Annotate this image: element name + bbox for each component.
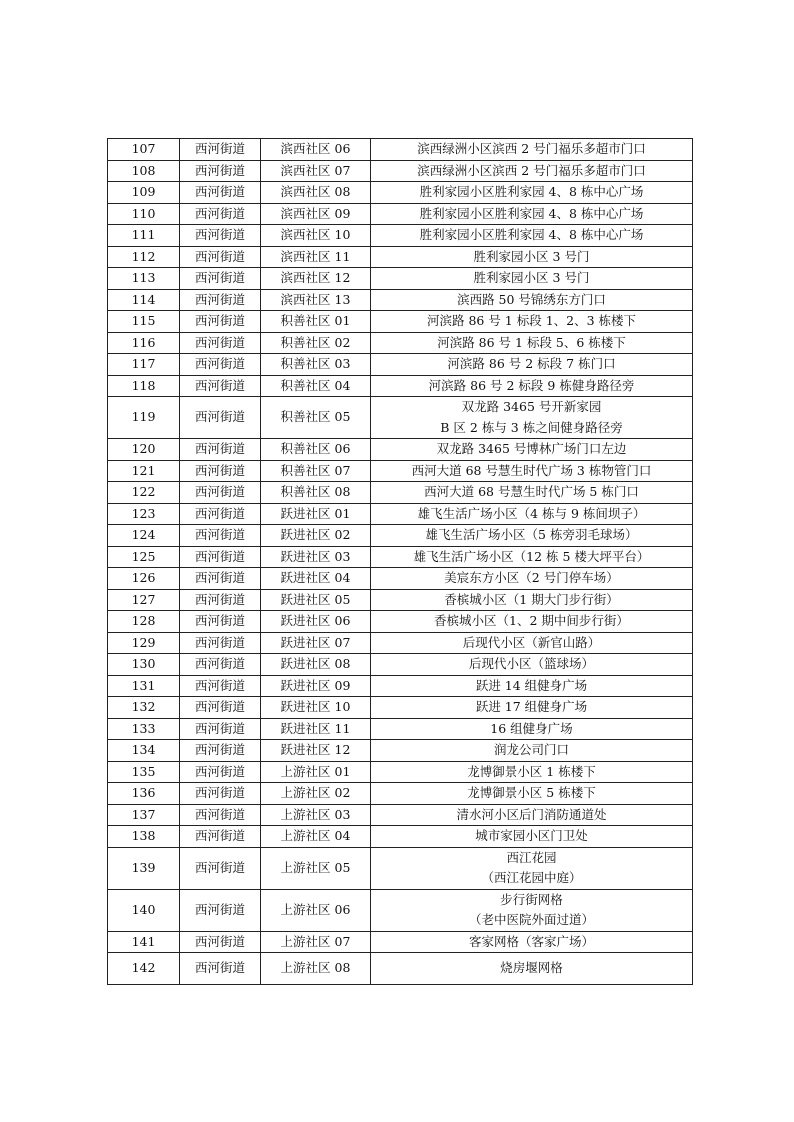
community-name: 跃进社区 12	[261, 740, 371, 762]
site-location-line: 河滨路 86 号 2 标段 9 栋健身路径旁	[428, 377, 635, 393]
street-name: 西河街道	[180, 931, 261, 953]
site-location	[371, 203, 693, 225]
row-number: 130	[108, 654, 180, 676]
table-row	[108, 139, 693, 161]
street-name: 西河街道	[180, 675, 261, 697]
row-number: 134	[108, 740, 180, 762]
street-name: 西河街道	[180, 589, 261, 611]
site-location	[371, 804, 693, 826]
community-name: 跃进社区 01	[261, 503, 371, 525]
table-row	[108, 568, 693, 590]
site-location	[371, 546, 693, 568]
street-name: 西河街道	[180, 354, 261, 376]
street-name: 西河街道	[180, 783, 261, 805]
table-row	[108, 354, 693, 376]
site-location	[371, 931, 693, 953]
community-name: 积善社区 06	[261, 439, 371, 461]
row-number: 120	[108, 439, 180, 461]
site-location	[371, 503, 693, 525]
table-row	[108, 804, 693, 826]
site-location	[371, 761, 693, 783]
site-location-line: 雄飞生活广场小区（4 栋与 9 栋间坝子）	[417, 505, 646, 521]
street-name: 西河街道	[180, 160, 261, 182]
site-location	[371, 654, 693, 676]
table-row	[108, 931, 693, 953]
table-row	[108, 546, 693, 568]
table-row	[108, 311, 693, 333]
row-number: 131	[108, 675, 180, 697]
row-number: 121	[108, 460, 180, 482]
row-number: 111	[108, 225, 180, 247]
street-name: 西河街道	[180, 503, 261, 525]
site-location	[371, 697, 693, 719]
table-row	[108, 761, 693, 783]
table-row	[108, 397, 693, 439]
row-number: 126	[108, 568, 180, 590]
community-name: 跃进社区 05	[261, 589, 371, 611]
row-number: 108	[108, 160, 180, 182]
table-row	[108, 783, 693, 805]
community-name: 跃进社区 10	[261, 697, 371, 719]
table-row	[108, 953, 693, 985]
street-name: 西河街道	[180, 332, 261, 354]
community-name: 积善社区 08	[261, 482, 371, 504]
site-location	[371, 182, 693, 204]
row-number: 127	[108, 589, 180, 611]
table-row	[108, 160, 693, 182]
site-location-line: （西江花园中庭）	[481, 870, 582, 885]
street-name: 西河街道	[180, 311, 261, 333]
community-name: 跃进社区 09	[261, 675, 371, 697]
street-name: 西河街道	[180, 847, 261, 889]
site-location-line: （老中医院外面过道）	[468, 912, 594, 927]
table-row	[108, 611, 693, 633]
table-row	[108, 225, 693, 247]
table-row	[108, 503, 693, 525]
row-number: 118	[108, 375, 180, 397]
community-name: 滨西社区 11	[261, 246, 371, 268]
site-location	[371, 246, 693, 268]
row-number: 114	[108, 289, 180, 311]
site-location	[371, 740, 693, 762]
site-location	[371, 589, 693, 611]
site-location-line: 客家网格（客家广场）	[468, 933, 594, 949]
community-name: 上游社区 02	[261, 783, 371, 805]
street-name: 西河街道	[180, 246, 261, 268]
community-name: 跃进社区 03	[261, 546, 371, 568]
community-name: 上游社区 04	[261, 826, 371, 848]
site-location-line: 烧房堰网格	[500, 960, 563, 976]
table-row	[108, 889, 693, 931]
site-location	[371, 847, 693, 889]
street-name: 西河街道	[180, 804, 261, 826]
site-location	[371, 354, 693, 376]
table-row	[108, 525, 693, 547]
community-name: 跃进社区 08	[261, 654, 371, 676]
community-name: 上游社区 01	[261, 761, 371, 783]
site-location-line: 滨西路 50 号锦绣东方门口	[457, 291, 606, 307]
street-name: 西河街道	[180, 139, 261, 161]
site-location-line: 16 组健身广场	[490, 720, 573, 736]
street-name: 西河街道	[180, 697, 261, 719]
community-name: 上游社区 07	[261, 931, 371, 953]
community-name: 跃进社区 11	[261, 718, 371, 740]
community-name: 积善社区 03	[261, 354, 371, 376]
community-name: 积善社区 01	[261, 311, 371, 333]
site-location-line: 双龙路 3465 号开新家园	[461, 399, 602, 414]
row-number: 113	[108, 268, 180, 290]
table-row	[108, 203, 693, 225]
site-location-line: 香槟城小区（1、2 期中间步行街）	[434, 613, 629, 628]
table-row	[108, 482, 693, 504]
table-row	[108, 332, 693, 354]
site-location	[371, 568, 693, 590]
row-number: 116	[108, 332, 180, 354]
row-number: 110	[108, 203, 180, 225]
street-name: 西河街道	[180, 889, 261, 931]
site-location-line: 西河大道 68 号慧生时代广场 3 栋物管门口	[411, 462, 652, 478]
street-name: 西河街道	[180, 740, 261, 762]
street-name: 西河街道	[180, 439, 261, 461]
street-name: 西河街道	[180, 546, 261, 568]
table-row	[108, 289, 693, 311]
site-location-line: 跃进 17 组健身广场	[475, 699, 588, 714]
street-name: 西河街道	[180, 225, 261, 247]
row-number: 132	[108, 697, 180, 719]
row-number: 122	[108, 482, 180, 504]
row-number: 124	[108, 525, 180, 547]
row-number: 107	[108, 139, 180, 161]
site-location-line: 香槟城小区（1 期大门步行街）	[444, 591, 619, 607]
site-location	[371, 482, 693, 504]
testing-site-table	[107, 138, 693, 985]
street-name: 西河街道	[180, 289, 261, 311]
street-name: 西河街道	[180, 268, 261, 290]
row-number: 142	[108, 953, 180, 985]
site-location-line: 城市家园小区门卫处	[475, 828, 588, 843]
site-location	[371, 826, 693, 848]
site-location-line: 龙博御景小区 5 栋楼下	[467, 785, 596, 800]
street-name: 西河街道	[180, 611, 261, 633]
street-name: 西河街道	[180, 568, 261, 590]
table-row	[108, 182, 693, 204]
table-row	[108, 375, 693, 397]
community-name: 滨西社区 12	[261, 268, 371, 290]
site-location-line: 步行街网格	[500, 891, 563, 907]
site-location-line: 滨西绿洲小区滨西 2 号门福乐多超市门口	[417, 141, 646, 156]
site-location	[371, 632, 693, 654]
table-row	[108, 826, 693, 848]
community-name: 上游社区 03	[261, 804, 371, 826]
street-name: 西河街道	[180, 632, 261, 654]
site-location	[371, 439, 693, 461]
community-name: 跃进社区 06	[261, 611, 371, 633]
site-location-line: 清水河小区后门消防通道处	[456, 806, 607, 822]
site-location-line: 西江花园	[506, 849, 557, 865]
row-number: 140	[108, 889, 180, 931]
street-name: 西河街道	[180, 826, 261, 848]
row-number: 115	[108, 311, 180, 333]
table-row	[108, 268, 693, 290]
site-location	[371, 675, 693, 697]
community-name: 滨西社区 07	[261, 160, 371, 182]
row-number: 139	[108, 847, 180, 889]
street-name: 西河街道	[180, 375, 261, 397]
table-row	[108, 460, 693, 482]
community-name: 滨西社区 06	[261, 139, 371, 161]
site-location-line: 河滨路 86 号 2 标段 7 栋门口	[447, 356, 616, 371]
site-location-line: 胜利家园小区胜利家园 4、8 栋中心广场	[419, 227, 644, 242]
community-name: 上游社区 06	[261, 889, 371, 931]
table-row	[108, 654, 693, 676]
site-location-line: 胜利家园小区胜利家园 4、8 栋中心广场	[419, 205, 644, 221]
community-name: 滨西社区 08	[261, 182, 371, 204]
site-location-line: 润龙公司门口	[493, 742, 569, 757]
site-location	[371, 460, 693, 482]
site-location	[371, 611, 693, 633]
site-location-line: 龙博御景小区 1 栋楼下	[467, 763, 596, 779]
community-name: 积善社区 04	[261, 375, 371, 397]
street-name: 西河街道	[180, 482, 261, 504]
table-row	[108, 718, 693, 740]
site-location-line: 跃进 14 组健身广场	[475, 677, 588, 693]
site-location	[371, 397, 693, 439]
site-location	[371, 525, 693, 547]
site-location	[371, 139, 693, 161]
site-location-line: 河滨路 86 号 1 标段 1、2、3 栋楼下	[426, 313, 637, 328]
site-location-line: 双龙路 3465 号博林广场门口左边	[436, 441, 627, 456]
site-location-line: 雄飞生活广场小区（12 栋 5 楼大坪平台）	[413, 548, 650, 564]
community-name: 滨西社区 09	[261, 203, 371, 225]
street-name: 西河街道	[180, 460, 261, 482]
site-location-line: 雄飞生活广场小区（5 栋旁羽毛球场）	[425, 527, 638, 542]
community-name: 跃进社区 07	[261, 632, 371, 654]
street-name: 西河街道	[180, 718, 261, 740]
street-name: 西河街道	[180, 203, 261, 225]
row-number: 129	[108, 632, 180, 654]
site-location-line: 胜利家园小区 3 号门	[473, 270, 590, 285]
row-number: 117	[108, 354, 180, 376]
table-row	[108, 589, 693, 611]
site-location-line: 后现代小区（篮球场）	[468, 656, 594, 671]
site-location	[371, 289, 693, 311]
row-number: 123	[108, 503, 180, 525]
street-name: 西河街道	[180, 953, 261, 985]
row-number: 141	[108, 931, 180, 953]
row-number: 109	[108, 182, 180, 204]
row-number: 112	[108, 246, 180, 268]
site-location-line: B 区 2 栋与 3 栋之间健身路径旁	[440, 419, 623, 435]
site-location-line: 后现代小区（新官山路）	[462, 634, 601, 650]
community-name: 滨西社区 10	[261, 225, 371, 247]
table-row	[108, 439, 693, 461]
table-row	[108, 675, 693, 697]
row-number: 125	[108, 546, 180, 568]
street-name: 西河街道	[180, 397, 261, 439]
street-name: 西河街道	[180, 761, 261, 783]
community-name: 积善社区 02	[261, 332, 371, 354]
table-row	[108, 246, 693, 268]
row-number: 135	[108, 761, 180, 783]
community-name: 上游社区 05	[261, 847, 371, 889]
community-name: 跃进社区 02	[261, 525, 371, 547]
site-location-line: 滨西绿洲小区滨西 2 号门福乐多超市门口	[417, 162, 646, 178]
site-location-line: 西河大道 68 号慧生时代广场 5 栋门口	[424, 484, 639, 499]
site-location	[371, 160, 693, 182]
table-row	[108, 697, 693, 719]
site-location	[371, 225, 693, 247]
street-name: 西河街道	[180, 654, 261, 676]
community-name: 上游社区 08	[261, 953, 371, 985]
site-location	[371, 783, 693, 805]
street-name: 西河街道	[180, 525, 261, 547]
row-number: 136	[108, 783, 180, 805]
table-row	[108, 740, 693, 762]
row-number: 137	[108, 804, 180, 826]
community-name: 积善社区 05	[261, 397, 371, 439]
site-location-line: 美宸东方小区（2 号门停车场）	[444, 570, 619, 585]
site-location	[371, 889, 693, 931]
street-name: 西河街道	[180, 182, 261, 204]
site-location-line: 河滨路 86 号 1 标段 5、6 栋楼下	[437, 334, 626, 350]
table-body	[108, 139, 693, 985]
site-location	[371, 268, 693, 290]
table-row	[108, 847, 693, 889]
community-name: 跃进社区 04	[261, 568, 371, 590]
row-number: 138	[108, 826, 180, 848]
site-location	[371, 311, 693, 333]
row-number: 119	[108, 397, 180, 439]
community-name: 滨西社区 13	[261, 289, 371, 311]
site-location	[371, 718, 693, 740]
site-location	[371, 953, 693, 985]
community-name: 积善社区 07	[261, 460, 371, 482]
site-location	[371, 332, 693, 354]
site-location-line: 胜利家园小区胜利家园 4、8 栋中心广场	[419, 184, 644, 199]
site-location	[371, 375, 693, 397]
row-number: 128	[108, 611, 180, 633]
site-location-line: 胜利家园小区 3 号门	[473, 248, 590, 264]
row-number: 133	[108, 718, 180, 740]
table-row	[108, 632, 693, 654]
